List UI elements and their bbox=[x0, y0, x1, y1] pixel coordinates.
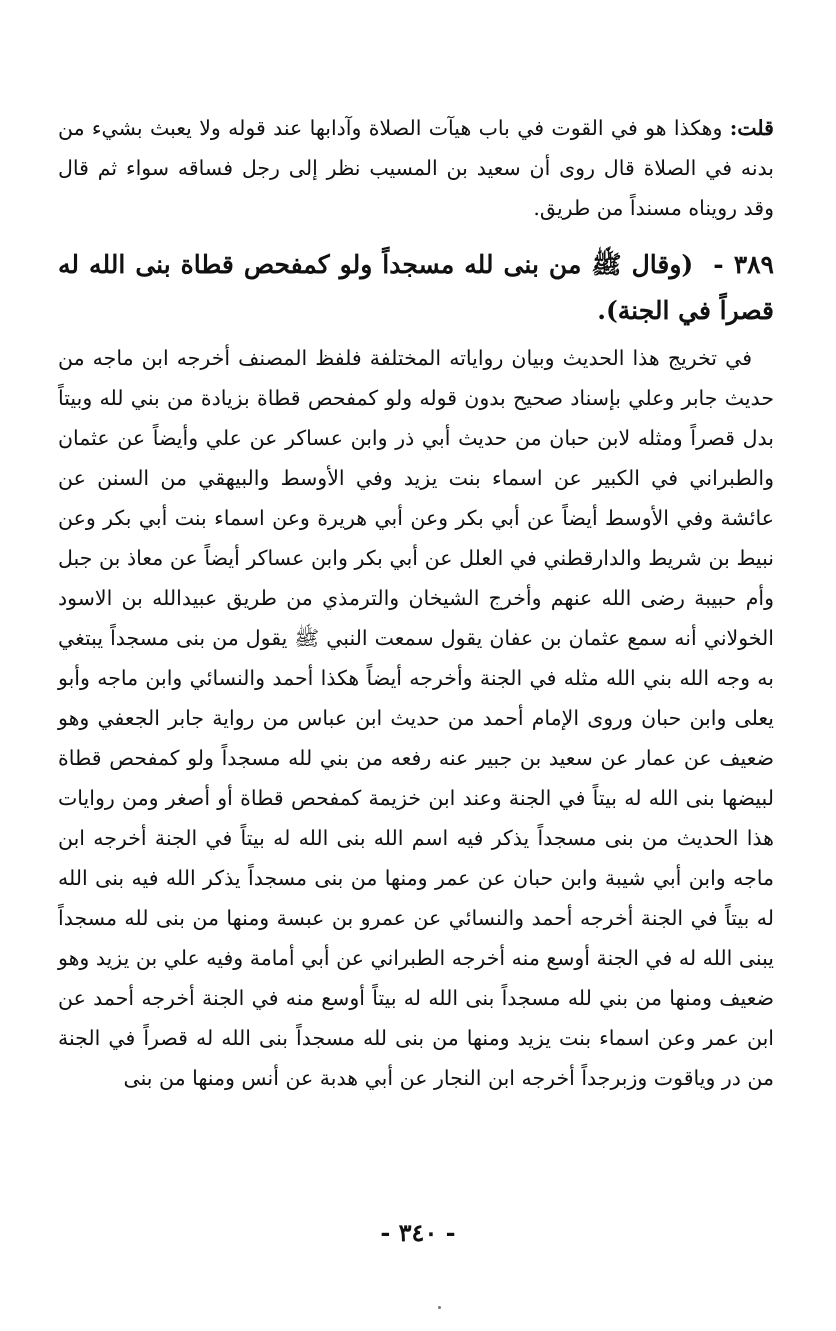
intro-text: وهكذا هو في القوت في باب هيآت الصلاة وآدابها عند قوله ولا يعبث بشيء من بدنه في الصلاة قال روى أن سعيد بن المسيب نظر إلى رجل فساقه سواء ثم قال وقد رويناه مسنداً من طريق. bbox=[58, 116, 774, 220]
scan-speck bbox=[438, 1306, 441, 1309]
commentary-paragraph: في تخريج هذا الحديث وبيان رواياته المختلفة فلفظ المصنف أخرجه ابن ماجه من حديث جابر وعلي بإسناد صحيح بدون قوله ولو كمفحص قطاة بزيادة من بني لله وبيتاً بدل قصراً ومثله لابن حبان من حديث أبي ذر وابن عساكر عن علي وأيضاً عن عثمان والطبراني في الكبير عن اسماء بنت يزيد وفي الأوسط والبيهقي من السنن عن عائشة وفي الأوسط أيضاً عن أبي بكر وعن أبي هريرة وعن اسماء بنت أبي بكر وعن نبيط بن شريط والدارقطني في العلل عن أبي بكر وابن عساكر أيضاً عن معاذ بن جبل وأم حبيبة رضى الله عنهم وأخرج الشيخان والترمذي من طريق عبيدالله بن الاسود الخولاني أنه سمع عثمان بن عفان يقول سمعت النبي ﷺ يقول من بنى مسجداً يبتغي به وجه الله بني الله مثله في الجنة وأخرجه أيضاً هكذا أحمد والنسائي وابن ماجه وأبو يعلى وابن حبان وروى الإمام أحمد من حديث ابن عباس من رواية جابر الجعفي وهو ضعيف عن عمار عن سعيد بن جبير عنه رفعه من بني لله مسجداً ولو كمفحص قطاة لبيضها بنى الله له بيتاً في الجنة وعند ابن خزيمة كمفحص قطاة أو أصغر ومن روايات هذا الحديث من بنى مسجداً يذكر فيه اسم الله بنى الله له بيتاً في الجنة أخرجه ابن ماجه وابن أبي شيبة وابن حبان عن عمر ومنها من بنى مسجداً يذكر الله فيه بنى الله له بيتاً في الجنة أخرجه أحمد والنسائي عن عمرو بن عبسة ومنها من بنى لله مسجداً يبنى الله له في الجنة أوسع منه أخرجه الطبراني عن أبي أمامة وفيه علي بن يزيد وهو ضعيف ومنها من بني لله مسجداً بنى الله له بيتاً أوسع منه في الجنة أخرجه أحمد عن ابن عمر وعن اسماء بنت يزيد ومنها من بنى لله مسجداً بنى الله له قصراً في الجنة من در وياقوت وزبرجداً أخرجه ابن النجار عن أبي هدبة عن أنس ومنها من بنى bbox=[58, 346, 774, 1090]
hadith-heading bbox=[58, 242, 774, 334]
page-content bbox=[58, 108, 774, 1098]
intro-lead: قلت: bbox=[729, 116, 774, 140]
intro-paragraph bbox=[58, 108, 774, 228]
hadith-text: (وقال ﷺ من بنى لله مسجداً ولو كمفحص قطاة بنى الله له قصراً في الجنة). bbox=[58, 250, 774, 325]
hadith-number: ٣٨٩ - bbox=[713, 250, 774, 279]
page-number: - ٣٤٠ - bbox=[380, 1218, 456, 1247]
